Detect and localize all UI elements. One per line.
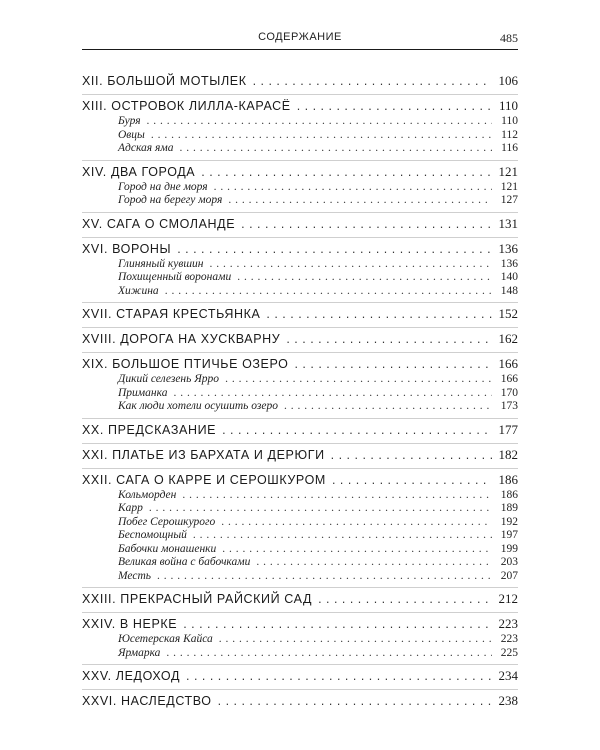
chapter-title: XIV. ДВА ГОРОДА: [82, 164, 196, 179]
subsection-page-number: 110: [501, 115, 518, 127]
toc-chapter-entry: [82, 72, 518, 90]
toc-subsection-entry: [82, 556, 518, 570]
dot-leader: [165, 285, 492, 299]
toc-subsection-entry: [82, 142, 518, 156]
toc-chapter-entry: [82, 421, 518, 439]
dot-leader: [183, 616, 492, 633]
toc-chapter: [82, 213, 518, 238]
toc-subsection-entry: [82, 194, 518, 208]
chapter-page-number: 136: [498, 240, 518, 256]
chapter-title: XII. БОЛЬШОЙ МОТЫЛЕК: [82, 74, 247, 88]
toc-chapter-entry: [82, 667, 518, 685]
page-number: 485: [500, 31, 518, 45]
dot-leader: [241, 216, 492, 233]
dot-leader: [253, 73, 492, 90]
toc-chapter: [82, 353, 518, 419]
dot-leader: [173, 387, 492, 401]
toc-subsection-entry: [82, 115, 518, 129]
subsection-page-number: 186: [500, 488, 518, 501]
chapter-page-number: 238: [498, 693, 518, 708]
subsection-title: Юсетерская Кайса: [118, 633, 213, 645]
toc-chapter-entry: [82, 692, 518, 710]
dot-leader: [222, 543, 492, 557]
subsection-page-number: 148: [500, 284, 518, 297]
subsection-title: Как люди хотели осушить озеро: [118, 400, 278, 412]
dot-leader: [284, 400, 492, 414]
chapter-page-number: 110: [498, 98, 518, 113]
chapter-title: XXIII. ПРЕКРАСНЫЙ РАЙСКИЙ САД: [82, 592, 313, 606]
dot-leader: [151, 129, 492, 143]
dot-leader: [331, 447, 492, 464]
chapter-page-number: 177: [498, 421, 518, 437]
dot-leader: [147, 115, 492, 129]
subsection-page-number: 197: [500, 529, 518, 541]
toc-chapter-entry: [82, 355, 518, 373]
toc-chapter: [82, 161, 518, 213]
toc-subsection-entry: [82, 400, 518, 414]
chapter-page-number: 121: [498, 163, 518, 179]
toc-chapter: [82, 328, 518, 353]
chapter-title: XXII. САГА О КАРРЕ И СЕРОШКУРОМ: [82, 472, 326, 487]
table-of-contents: [82, 70, 518, 714]
toc-chapter: [82, 95, 518, 161]
subsection-page-number: 189: [500, 502, 518, 514]
dot-leader: [219, 633, 492, 647]
subsection-page-number: 121: [500, 180, 518, 193]
dot-leader: [222, 422, 492, 439]
dot-leader: [209, 258, 492, 272]
subsection-page-number: 192: [500, 515, 518, 528]
chapter-page-number: 212: [498, 591, 518, 606]
toc-subsection-entry: [82, 489, 518, 503]
subsection-page-number: 112: [501, 128, 518, 141]
subsection-title: Карр: [118, 502, 143, 514]
toc-chapter-entry: [82, 590, 518, 608]
subsection-page-number: 225: [500, 646, 518, 659]
toc-subsection-entry: [82, 373, 518, 387]
dot-leader: [318, 591, 492, 608]
subsection-title: Хижина: [118, 284, 159, 297]
dot-leader: [228, 194, 492, 208]
subsection-title: Месть: [118, 569, 152, 582]
subsection-page-number: 203: [500, 556, 518, 568]
subsection-page-number: 166: [500, 373, 518, 385]
chapter-page-number: 152: [498, 306, 518, 321]
chapter-title: XXVI. НАСЛЕДСТВО: [82, 694, 212, 708]
subsection-page-number: 207: [500, 569, 518, 582]
toc-subsection-entry: [82, 181, 518, 195]
subsection-title: Великая война с бабочками: [118, 556, 251, 568]
dot-leader: [221, 516, 492, 530]
chapter-title: XV. САГА О СМОЛАНДЕ: [82, 216, 236, 231]
chapter-title: XXIV. В НЕРКЕ: [82, 617, 178, 631]
chapter-title: XVII. СТАРАЯ КРЕСТЬЯНКА: [82, 307, 261, 321]
toc-chapter-entry: [82, 446, 518, 464]
dot-leader: [177, 241, 492, 258]
toc-chapter-entry: [82, 240, 518, 258]
toc-subsection-entry: [82, 543, 518, 557]
toc-subsection-entry: [82, 570, 518, 584]
toc-chapter: [82, 469, 518, 589]
chapter-title: XIII. ОСТРОВОК ЛИЛЛА-КАРАСЁ: [82, 99, 291, 113]
dot-leader: [201, 164, 492, 181]
chapter-title: XIX. БОЛЬШОЕ ПТИЧЬЕ ОЗЕРО: [82, 357, 289, 371]
toc-subsection-entry: [82, 271, 518, 285]
toc-chapter: [82, 690, 518, 714]
toc-chapter: [82, 303, 518, 328]
dot-leader: [193, 529, 492, 543]
dot-leader: [237, 271, 492, 285]
subsection-page-number: 136: [500, 257, 518, 270]
dot-leader: [225, 373, 492, 387]
toc-chapter: [82, 238, 518, 304]
subsection-title: Город на дне моря: [118, 180, 208, 193]
subsection-title: Адская яма: [118, 142, 174, 154]
subsection-title: Приманка: [118, 386, 168, 399]
subsection-title: Буря: [118, 115, 141, 127]
chapter-page-number: 182: [498, 446, 518, 462]
chapter-title: XVI. ВОРОНЫ: [82, 241, 172, 256]
subsection-title: Дикий селезень Ярро: [118, 373, 220, 385]
subsection-page-number: 127: [500, 194, 518, 206]
chapter-page-number: 166: [498, 356, 518, 371]
chapter-page-number: 106: [498, 73, 518, 88]
toc-subsection-entry: [82, 647, 518, 661]
chapter-title: XX. ПРЕДСКАЗАНИЕ: [82, 422, 217, 437]
toc-chapter: [82, 665, 518, 690]
subsection-title: Кольморден: [118, 488, 177, 501]
dot-leader: [294, 356, 492, 373]
running-head: [82, 31, 518, 50]
subsection-title: Ярмарка: [118, 646, 161, 659]
toc-subsection-entry: [82, 633, 518, 647]
chapter-page-number: 234: [498, 668, 518, 683]
dot-leader: [179, 142, 492, 156]
toc-chapter: [82, 444, 518, 469]
toc-chapter: [82, 613, 518, 665]
dot-leader: [149, 502, 492, 516]
toc-chapter-entry: [82, 471, 518, 489]
dot-leader: [266, 306, 492, 323]
toc-chapter-entry: [82, 97, 518, 115]
subsection-title: Похищенный воронами: [118, 271, 232, 283]
dot-leader: [157, 570, 492, 584]
dot-leader: [214, 181, 492, 195]
toc-subsection-entry: [82, 516, 518, 530]
toc-subsection-entry: [82, 285, 518, 299]
toc-subsection-entry: [82, 387, 518, 401]
toc-chapter: [82, 70, 518, 95]
subsection-title: Овцы: [118, 128, 145, 141]
subsection-title: Бабочки монашенки: [118, 542, 217, 555]
subsection-page-number: 223: [500, 633, 518, 645]
toc-chapter: [82, 419, 518, 444]
chapter-page-number: 186: [498, 471, 518, 487]
chapter-page-number: 162: [498, 331, 518, 346]
subsection-page-number: 173: [500, 400, 518, 412]
dot-leader: [286, 331, 492, 348]
subsection-page-number: 170: [500, 386, 518, 399]
subsection-title: Беспомощный: [118, 529, 187, 541]
dot-leader: [186, 668, 492, 685]
dot-leader: [218, 693, 492, 710]
chapter-title: XXI. ПЛАТЬЕ ИЗ БАРХАТА И ДЕРЮГИ: [82, 447, 325, 462]
toc-subsection-entry: [82, 529, 518, 543]
subsection-title: Глиняный кувшин: [118, 257, 204, 270]
dot-leader: [166, 647, 492, 661]
subsection-title: Город на берегу моря: [118, 194, 223, 206]
chapter-title: XVIII. ДОРОГА НА ХУСКВАРНУ: [82, 332, 281, 346]
subsection-page-number: 199: [500, 542, 518, 555]
chapter-title: XXV. ЛЕДОХОД: [82, 669, 181, 683]
chapter-page-number: 131: [498, 215, 518, 231]
dot-leader: [182, 489, 492, 503]
toc-chapter-entry: [82, 163, 518, 181]
toc-chapter-entry: [82, 330, 518, 348]
toc-subsection-entry: [82, 258, 518, 272]
dot-leader: [297, 98, 492, 115]
toc-chapter: [82, 588, 518, 613]
running-head-title: СОДЕРЖАНИЕ: [258, 31, 342, 43]
subsection-page-number: 140: [500, 271, 518, 283]
dot-leader: [256, 556, 492, 570]
toc-subsection-entry: [82, 129, 518, 143]
toc-chapter-entry: [82, 615, 518, 633]
toc-subsection-entry: [82, 502, 518, 516]
subsection-page-number: 116: [501, 142, 518, 154]
chapter-page-number: 223: [498, 616, 518, 631]
dot-leader: [332, 472, 492, 489]
subsection-title: Побег Серошкурого: [118, 515, 216, 528]
toc-chapter-entry: [82, 215, 518, 233]
toc-chapter-entry: [82, 305, 518, 323]
